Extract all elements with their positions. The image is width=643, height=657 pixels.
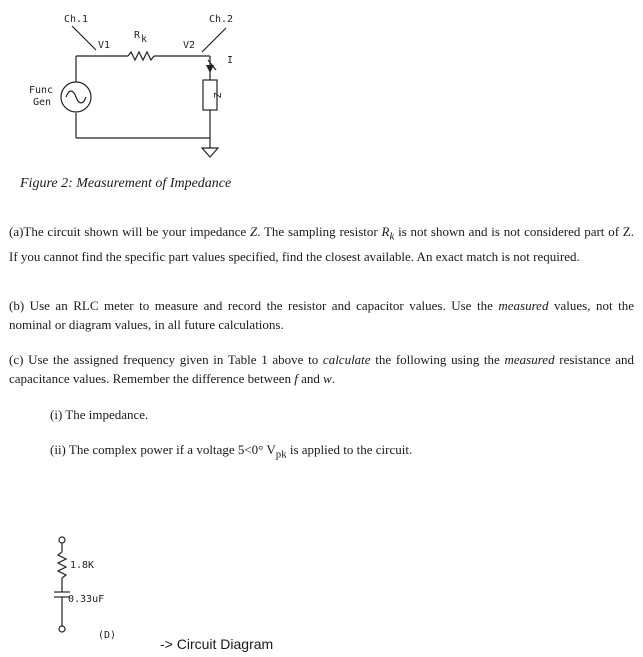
current-arrow-icon [206, 65, 214, 73]
func-gen-label-line1: Func [29, 85, 54, 96]
v2-label: V2 [183, 40, 196, 51]
item-i-impedance: (i) The impedance. [50, 407, 149, 422]
circuit-diagram-link[interactable]: -> Circuit Diagram [160, 636, 274, 652]
rk-label: R [134, 30, 141, 41]
paragraph-c: (c) Use the assigned frequency given in Table 1 above to calculate the following using the measured resistance and capacitance values. Remember the difference between f and w. [9, 352, 634, 386]
measurement-circuit-figure [0, 0, 300, 172]
ch1-label: Ch.1 [64, 14, 89, 25]
circuit-label: (D) [98, 630, 117, 641]
ground-symbol [202, 148, 218, 157]
paragraph-a: (a)The circuit shown will be your impedance Z. The sampling resistor $R_k$ is not shown and is not considered part of Z. If you cannot find the specific part values specified, find the closest available. An exact match is not required. [9, 224, 634, 264]
resistor-value: 1.8K [70, 560, 95, 571]
ch2-label: Ch.2 [209, 14, 234, 25]
paragraph-b: (b) Use an RLC meter to measure and record the resistor and capacitor values. Use the measured values, not the nominal or diagram values, in all future calculations. [9, 298, 634, 332]
rk-resistor-symbol [128, 52, 154, 60]
resistor-symbol [58, 552, 66, 578]
figure-caption: Figure 2: Measurement of Impedance [20, 176, 232, 191]
current-label: I [227, 55, 234, 66]
item-ii-complex-power: (ii) The complex power if a voltage 5<0° $V_{pk}$ is applied to the circuit. [50, 442, 413, 461]
capacitor-value: 0.33uF [68, 594, 105, 605]
z-symbol: Z [249, 224, 258, 239]
top-terminal-icon [59, 537, 65, 543]
v1-label: V1 [98, 40, 111, 51]
rk-subscript: k [141, 34, 148, 45]
rk-symbol: R [381, 224, 390, 239]
bottom-terminal-icon [59, 626, 65, 632]
func-gen-label-line2: Gen [33, 97, 52, 108]
z-label: Z [211, 92, 222, 99]
circuit-d-schematic [40, 530, 150, 650]
